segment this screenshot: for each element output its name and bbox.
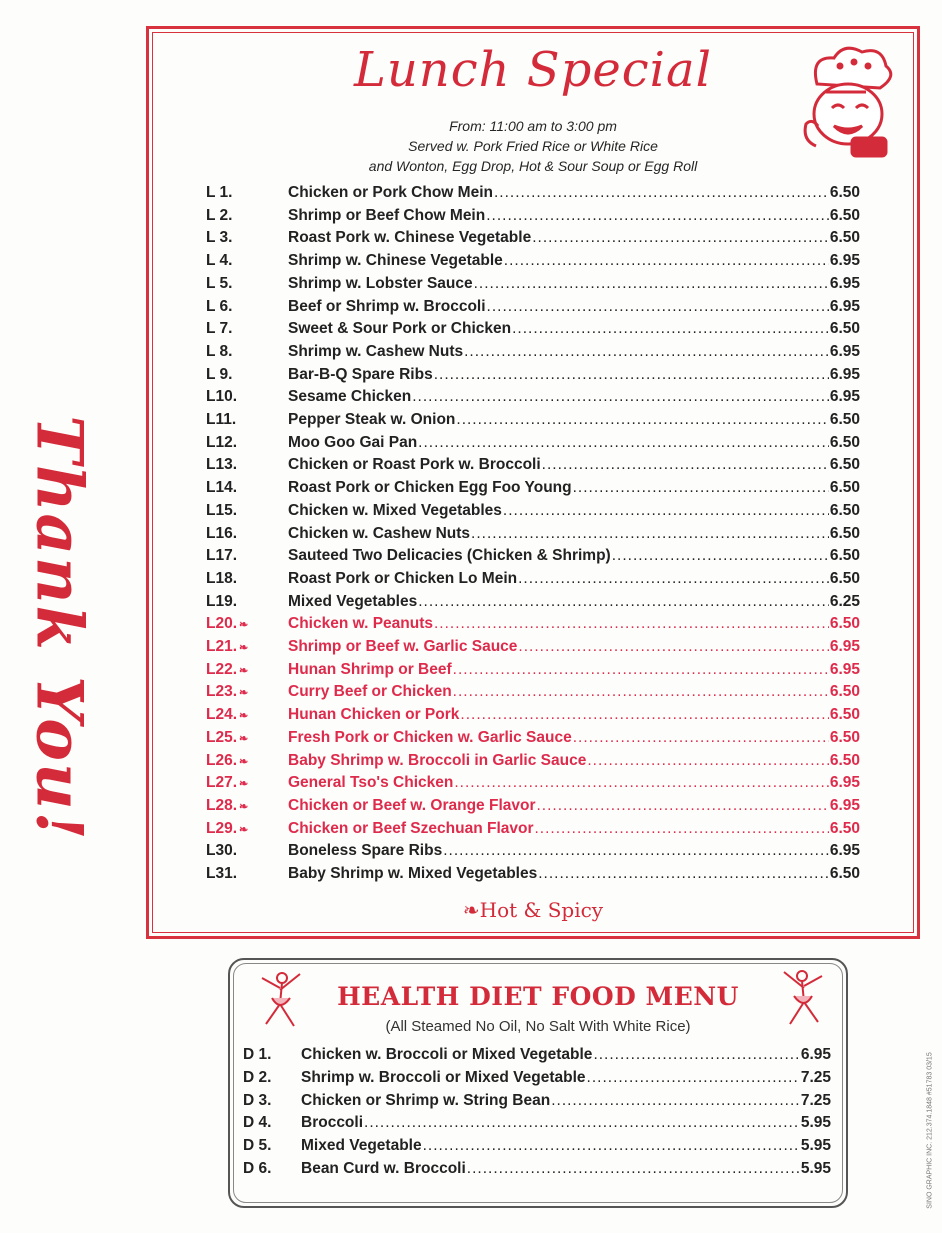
dot-leader <box>587 1069 800 1087</box>
menu-item-row <box>206 502 860 524</box>
lunch-special-title: Lunch Special <box>354 42 712 98</box>
item-code: L13. <box>206 456 238 474</box>
item-code: L 1. <box>206 184 233 201</box>
item-price: 6.50 <box>829 728 860 746</box>
dot-leader <box>460 706 828 724</box>
chili-pepper-icon: ❧ <box>239 710 249 723</box>
chili-pepper-icon: ❧ <box>239 755 249 768</box>
item-name: Boneless Spare Ribs <box>288 842 443 860</box>
item-name: Baby Shrimp w. Broccoli in Garlic Sauce <box>288 751 587 769</box>
item-price: 6.50 <box>829 524 860 542</box>
menu-item-row <box>206 683 860 705</box>
menu-item-row <box>206 729 860 751</box>
dot-leader <box>573 729 829 747</box>
item-code: L26. ❧ <box>206 751 249 769</box>
dot-leader <box>454 774 828 792</box>
item-price: 7.25 <box>800 1068 831 1086</box>
item-code: L30. <box>206 842 238 860</box>
item-name: Chicken w. Mixed Vegetables <box>288 501 502 519</box>
item-price: 7.25 <box>800 1091 831 1109</box>
item-price: 6.50 <box>829 320 860 338</box>
item-name: Sesame Chicken <box>288 388 412 406</box>
item-price: 6.95 <box>829 638 860 655</box>
item-price: 6.50 <box>829 479 860 497</box>
menu-item-row <box>206 252 860 274</box>
item-code: D 4. <box>243 1114 272 1132</box>
item-price: 6.95 <box>829 796 860 814</box>
dot-leader <box>456 411 828 429</box>
dot-leader <box>593 1046 799 1064</box>
item-code: L 7. <box>206 320 233 338</box>
item-code: L19. <box>206 592 238 610</box>
item-price: 6.50 <box>829 615 860 633</box>
dot-leader <box>364 1114 800 1132</box>
dot-leader <box>474 275 829 293</box>
item-code: L 4. <box>206 252 233 270</box>
item-price: 6.50 <box>829 569 860 587</box>
item-code: L 3. <box>206 229 233 247</box>
menu-item-row <box>206 184 860 206</box>
thank-you-text: Thank You! <box>21 414 97 842</box>
dot-leader <box>453 661 829 679</box>
dot-leader <box>542 456 829 474</box>
item-name: Pepper Steak w. Onion <box>288 411 456 428</box>
item-price: 6.50 <box>829 683 860 701</box>
chili-pepper-icon: ❧ <box>239 664 249 677</box>
item-price: 6.50 <box>829 706 860 724</box>
item-code: L28. ❧ <box>206 796 249 814</box>
item-name: Chicken w. Cashew Nuts <box>288 524 471 542</box>
item-code: L17. <box>206 547 238 565</box>
dot-leader <box>434 366 829 384</box>
item-code: L25. ❧ <box>206 728 249 746</box>
item-price: 6.50 <box>829 501 860 519</box>
item-code: L20. ❧ <box>206 615 249 633</box>
dot-leader <box>412 388 829 406</box>
item-price: 5.95 <box>800 1114 831 1132</box>
item-name: Chicken or Beef Szechuan Flavor <box>288 819 534 837</box>
item-name: Chicken or Pork Chow Mein <box>288 184 493 201</box>
item-price: 6.50 <box>829 456 860 474</box>
menu-item-row <box>206 752 860 774</box>
item-code: L22. ❧ <box>206 660 249 678</box>
health-menu-title: HEALTH DIET FOOD MENU <box>337 982 739 1011</box>
item-code: D 1. <box>243 1046 272 1063</box>
menu-item-row <box>206 298 860 320</box>
lunch-served-line-1: Served w. Pork Fried Rice or White Rice <box>408 138 658 154</box>
dot-leader <box>418 593 829 611</box>
dot-leader <box>573 479 829 497</box>
dot-leader <box>538 865 829 883</box>
item-price: 6.95 <box>800 1046 831 1063</box>
item-price: 6.50 <box>829 865 860 882</box>
item-code: D 6. <box>243 1160 272 1177</box>
chili-pepper-icon: ❧ <box>239 687 249 700</box>
item-code: L23. ❧ <box>206 683 249 701</box>
hot-spicy-legend: ❧Hot & Spicy <box>462 898 604 922</box>
menu-item-row <box>206 434 860 456</box>
item-name: Chicken or Shrimp w. String Bean <box>301 1091 551 1109</box>
item-code: L12. <box>206 433 238 451</box>
item-price: 6.95 <box>829 297 860 315</box>
menu-item-row <box>206 456 860 478</box>
menu-item-row <box>206 479 860 501</box>
item-name: Roast Pork or Chicken Egg Foo Young <box>288 479 572 497</box>
item-price: 6.95 <box>829 842 860 860</box>
menu-item-row <box>206 615 860 637</box>
item-code: L27. ❧ <box>206 774 249 792</box>
item-name: Bar-B-Q Spare Ribs <box>288 365 433 383</box>
menu-item-row <box>206 638 860 660</box>
item-code: L11. <box>206 411 237 428</box>
chili-pepper-icon: ❧ <box>239 732 249 745</box>
printer-credit: SINO GRAPHIC INC. 212.374.1848 #51783 03/15 <box>926 1051 934 1209</box>
dot-leader <box>535 820 829 838</box>
dot-leader <box>518 570 829 588</box>
item-price: 6.50 <box>829 411 860 428</box>
item-code: L16. <box>206 524 238 542</box>
dot-leader <box>486 207 829 225</box>
item-price: 5.95 <box>800 1160 831 1177</box>
item-price: 6.95 <box>829 660 860 678</box>
item-code: L24. ❧ <box>206 706 249 724</box>
item-code: L 9. <box>206 365 233 383</box>
menu-item-row <box>206 593 860 615</box>
dot-leader <box>587 752 829 770</box>
health-menu-subtitle: (All Steamed No Oil, No Salt With White Rice) <box>385 1018 691 1035</box>
menu-item-row <box>206 842 860 864</box>
menu-item-row <box>206 547 860 569</box>
item-code: L 5. <box>206 274 233 292</box>
item-price: 6.50 <box>829 206 860 224</box>
menu-item-row <box>206 343 860 365</box>
dot-leader <box>423 1137 800 1155</box>
item-name: Fresh Pork or Chicken w. Garlic Sauce <box>288 728 572 746</box>
menu-item-row <box>206 207 860 229</box>
menu-item-row <box>243 1046 831 1068</box>
menu-item-row <box>206 366 860 388</box>
item-name: Baby Shrimp w. Mixed Vegetables <box>288 865 538 882</box>
dot-leader <box>453 683 829 701</box>
dot-leader <box>467 1160 800 1178</box>
item-name: Chicken w. Broccoli or Mixed Vegetable <box>301 1046 593 1063</box>
menu-item-row <box>206 525 860 547</box>
item-name: Shrimp w. Cashew Nuts <box>288 342 464 360</box>
item-name: Curry Beef or Chicken <box>288 683 452 701</box>
item-code: L 6. <box>206 297 233 315</box>
dot-leader <box>551 1092 800 1110</box>
item-code: L18. <box>206 569 238 587</box>
menu-item-row <box>206 865 860 887</box>
item-code: L 2. <box>206 206 233 224</box>
dot-leader <box>518 638 828 656</box>
item-code: L 8. <box>206 342 233 360</box>
item-code: D 5. <box>243 1137 272 1155</box>
item-name: Roast Pork or Chicken Lo Mein <box>288 569 518 587</box>
menu-item-row <box>243 1137 831 1159</box>
item-code: L21. ❧ <box>206 638 249 655</box>
dot-leader <box>494 184 829 202</box>
chili-pepper-icon: ❧ <box>239 642 249 654</box>
item-code: L15. <box>206 501 238 519</box>
item-name: Hunan Shrimp or Beef <box>288 660 452 678</box>
item-price: 6.50 <box>829 547 860 565</box>
item-code: D 2. <box>243 1068 272 1086</box>
menu-item-row <box>206 320 860 342</box>
item-name: Broccoli <box>301 1114 364 1132</box>
dot-leader <box>504 252 829 270</box>
menu-item-row <box>206 275 860 297</box>
item-code: L14. <box>206 479 238 497</box>
item-name: Roast Pork w. Chinese Vegetable <box>288 229 532 247</box>
item-price: 5.95 <box>800 1137 831 1155</box>
dot-leader <box>487 298 829 316</box>
chili-pepper-icon: ❧ <box>462 898 480 922</box>
dot-leader <box>471 525 829 543</box>
item-price: 6.50 <box>829 433 860 451</box>
dot-leader <box>503 502 829 520</box>
menu-item-row <box>243 1160 831 1182</box>
item-price: 6.95 <box>829 774 860 792</box>
chili-pepper-icon: ❧ <box>239 778 249 791</box>
item-price: 6.95 <box>829 365 860 383</box>
menu-item-row <box>206 706 860 728</box>
lunch-hours: From: 11:00 am to 3:00 pm <box>449 118 617 134</box>
dot-leader <box>537 797 829 815</box>
item-price: 6.95 <box>829 342 860 360</box>
item-name: Chicken or Beef w. Orange Flavor <box>288 796 536 814</box>
item-name: Hunan Chicken or Pork <box>288 706 460 724</box>
item-price: 6.50 <box>829 229 860 247</box>
dot-leader <box>464 343 829 361</box>
item-name: Chicken w. Peanuts <box>288 615 433 633</box>
menu-item-row <box>206 388 860 410</box>
menu-item-row <box>206 797 860 819</box>
dot-leader <box>434 615 829 633</box>
item-name: Shrimp w. Lobster Sauce <box>288 274 473 292</box>
menu-item-row <box>206 774 860 796</box>
item-name: Beef or Shrimp w. Broccoli <box>288 297 486 315</box>
item-name: Shrimp or Beef w. Garlic Sauce <box>288 638 518 655</box>
item-price: 6.50 <box>829 751 860 769</box>
item-name: Sauteed Two Delicacies (Chicken & Shrimp) <box>288 547 611 565</box>
chili-pepper-icon: ❧ <box>239 800 249 813</box>
item-price: 6.25 <box>829 592 860 610</box>
chili-pepper-icon: ❧ <box>239 619 249 632</box>
dot-leader <box>512 320 829 338</box>
item-price: 6.50 <box>829 184 860 201</box>
item-price: 6.95 <box>829 252 860 270</box>
item-name: Shrimp w. Chinese Vegetable <box>288 252 503 270</box>
item-code: L31. <box>206 865 238 882</box>
menu-item-row <box>243 1069 831 1091</box>
item-name: General Tso's Chicken <box>288 774 454 792</box>
dot-leader <box>532 229 829 247</box>
menu-item-row <box>206 411 860 433</box>
menu-item-row <box>206 661 860 683</box>
dot-leader <box>612 547 829 565</box>
item-name: Bean Curd w. Broccoli <box>301 1160 466 1177</box>
item-code: D 3. <box>243 1091 272 1109</box>
menu-item-row <box>206 229 860 251</box>
item-price: 6.95 <box>829 388 860 406</box>
menu-item-row <box>206 820 860 842</box>
item-name: Mixed Vegetable <box>301 1137 422 1155</box>
item-name: Chicken or Roast Pork w. Broccoli <box>288 456 541 474</box>
dot-leader <box>418 434 829 452</box>
item-price: 6.50 <box>829 819 860 837</box>
chili-pepper-icon: ❧ <box>239 823 249 836</box>
item-price: 6.95 <box>829 274 860 292</box>
item-name: Shrimp w. Broccoli or Mixed Vegetable <box>301 1068 586 1086</box>
lunch-served-line-2: and Wonton, Egg Drop, Hot & Sour Soup or Egg Roll <box>368 158 698 174</box>
item-name: Moo Goo Gai Pan <box>288 433 418 451</box>
menu-item-row <box>206 570 860 592</box>
dot-leader <box>443 842 829 860</box>
item-code: L29. ❧ <box>206 819 249 837</box>
menu-item-row <box>243 1092 831 1114</box>
item-code: L10. <box>206 388 238 406</box>
item-name: Shrimp or Beef Chow Mein <box>288 206 486 224</box>
item-name: Mixed Vegetables <box>288 592 418 610</box>
menu-item-row <box>243 1114 831 1136</box>
item-name: Sweet & Sour Pork or Chicken <box>288 320 512 338</box>
